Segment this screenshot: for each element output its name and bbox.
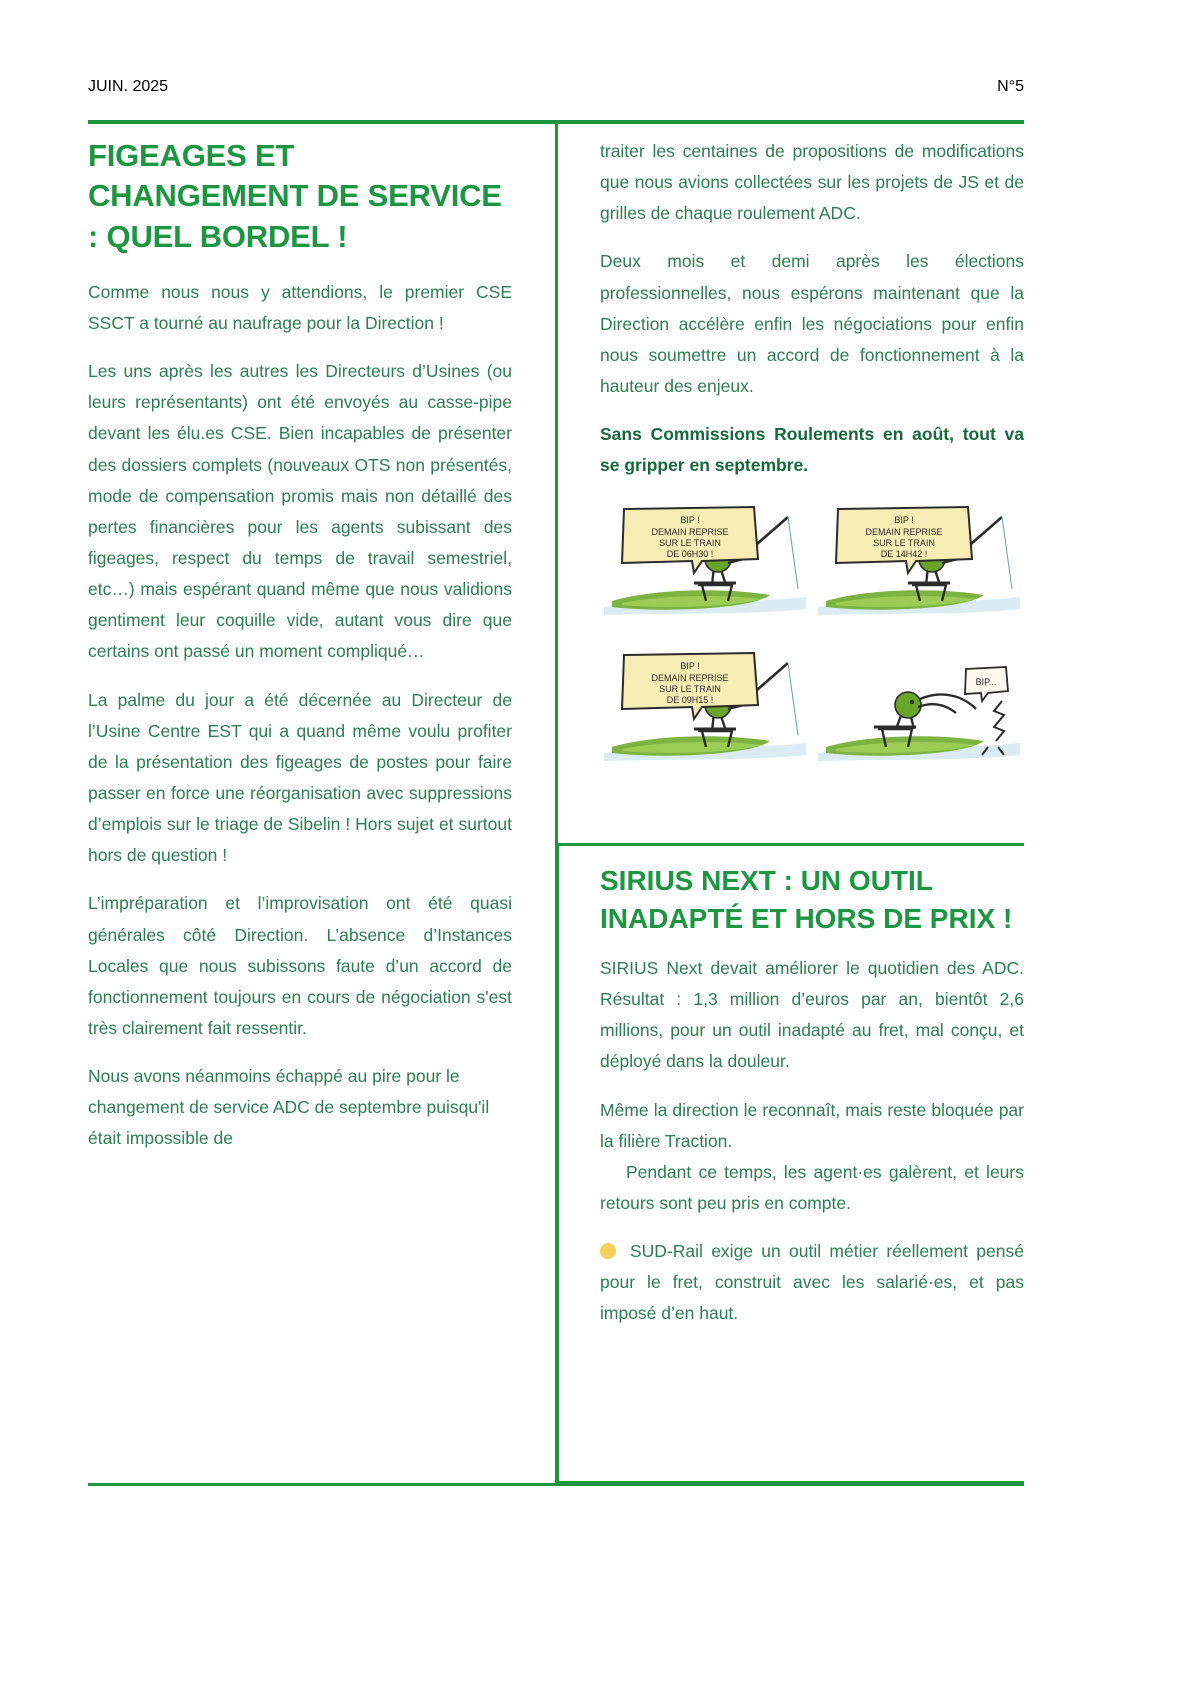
svg-text:BIP !: BIP ! xyxy=(680,661,700,672)
masthead xyxy=(88,78,1024,96)
issue-date: JUIN. 2025 xyxy=(88,78,169,95)
svg-text:SUR LE TRAIN: SUR LE TRAIN xyxy=(659,538,721,549)
svg-text:BIP !: BIP ! xyxy=(680,515,700,526)
paragraph: Deux mois et demi après les élections professionnelles, nous espérons maintenant que la Direction accélère enfin les négociations pour enfin nous soumettre un accord de fonctionnement à la hauteur des enjeux. xyxy=(600,251,1024,396)
paragraph: SIRIUS Next devait améliorer le quotidien des ADC. Résultat : 1,3 million d’euros par an, bientôt 2,6 millions, pour un outil inadapté au fret, mal conçu, et déployé dans la douleur. xyxy=(600,958,1024,1072)
paragraph: Les uns après les autres les Directeurs d’Usines (ou leurs représentants) ont été envoyés au casse-pipe devant les élu.es CSE. Bien incapables de présenter des dossiers complets (nouveaux OTS non présentés, mode de compensation promis mais non détaillé des pertes financières pour les agents subissant des figeages, respect du temps de travail semestriel, etc…) mais espérant quand même que nous validions gentiment leur coquille vide, autant vous dire que certains ont passé un moment compliqué… xyxy=(88,361,512,662)
paragraph: traiter les centaines de propositions de modifications que nous avions collectées sur les projets de JS et de grilles de chaque roulement ADC. xyxy=(600,141,1024,224)
cartoon-panel-1 xyxy=(602,497,808,637)
sirius-article xyxy=(600,862,1024,1330)
cartoon-panel-2 xyxy=(816,497,1022,637)
paragraph: L’impréparation et l’improvisation ont été quasi générales côté Direction. L’absence d’Instances Locales que nous subissons faute d’un accord de fonctionnement toujours en cours de négociation s'est très clairement fait ressentir. xyxy=(88,893,512,1038)
svg-text:SUR LE TRAIN: SUR LE TRAIN xyxy=(873,538,935,549)
paragraph: La palme du jour a été décernée au Directeur de l’Usine Centre EST qui a quand même voulu profiter de la présentation des figeages de postes pour faire passer en force une réorganisation avec suppressions d’emplois sur le triage de Sibelin ! Hors sujet et surtout hors de question ! xyxy=(88,689,512,866)
page-title: FIGEAGES ET CHANGEMENT DE SERVICE : QUEL BORDEL ! xyxy=(88,138,502,254)
bold-statement: Sans Commissions Roulements en août, tout va se gripper en septembre. xyxy=(600,424,1024,476)
svg-text:DE 09H15 !: DE 09H15 ! xyxy=(666,695,714,706)
sirius-demand-text: SUD-Rail exige un outil métier réellement pensé pour le fret, construit avec les salarié·es, et pas imposé d’en haut. xyxy=(600,1241,1024,1324)
sirius-title: SIRIUS NEXT : UN OUTIL INADAPTÉ ET HORS DE PRIX ! xyxy=(600,865,1013,934)
svg-text:DEMAIN REPRISE: DEMAIN REPRISE xyxy=(651,673,729,684)
cartoon-panel-4 xyxy=(816,643,1022,783)
issue-number: N°5 xyxy=(997,78,1024,95)
left-column xyxy=(88,136,512,1155)
svg-text:DE 06H30 !: DE 06H30 ! xyxy=(666,549,714,560)
svg-text:DEMAIN REPRISE: DEMAIN REPRISE xyxy=(651,527,729,538)
svg-text:SUR LE TRAIN: SUR LE TRAIN xyxy=(659,684,721,695)
svg-text:DE 14H42 !: DE 14H42 ! xyxy=(880,549,928,560)
svg-text:DEMAIN REPRISE: DEMAIN REPRISE xyxy=(865,527,943,538)
cartoon-illustration xyxy=(600,497,1024,787)
sirius-demand xyxy=(600,1236,1024,1329)
paragraph-text: Même la direction le reconnaît, mais reste bloquée par la filière Traction. xyxy=(600,1099,1024,1151)
paragraph-text: Pendant ce temps, les agent·es galèrent, et leurs retours sont peu pris en compte. xyxy=(600,1161,1024,1214)
bullet-dot-icon xyxy=(600,1243,616,1259)
paragraph xyxy=(600,1095,1024,1220)
right-column xyxy=(600,136,1024,793)
paragraph: Nous avons néanmoins échappé au pire pour le changement de service ADC de septembre puisqu'il était impossible de xyxy=(88,1066,490,1149)
paragraph: Comme nous nous y attendions, le premier CSE SSCT a tourné au naufrage pour la Direction ! xyxy=(88,281,512,334)
svg-text:BIP...: BIP... xyxy=(975,677,997,688)
svg-text:BIP !: BIP ! xyxy=(894,515,914,526)
cartoon-panel-3 xyxy=(602,643,808,783)
